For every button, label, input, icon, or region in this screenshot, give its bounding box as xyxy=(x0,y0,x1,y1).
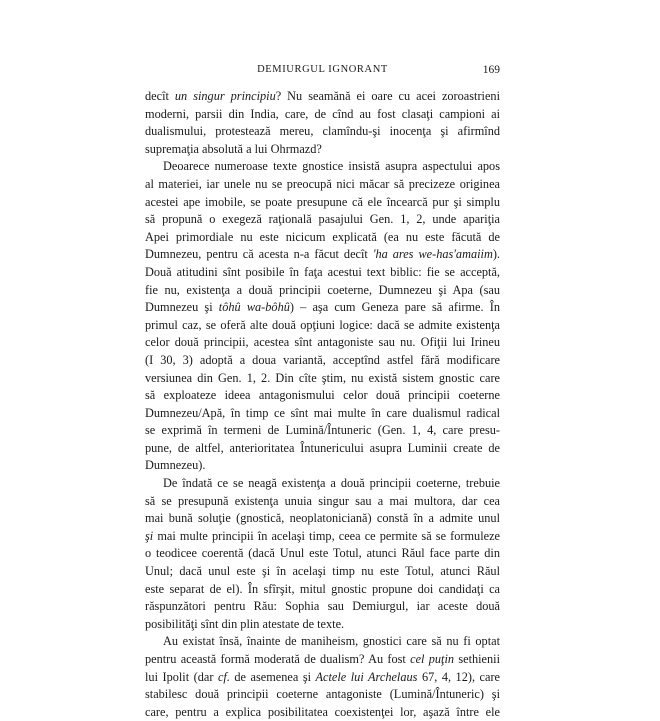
text-run: lui Ipolit (dar xyxy=(145,669,218,684)
text-line xyxy=(145,528,500,546)
text-line xyxy=(145,123,500,141)
text-line xyxy=(145,229,500,247)
text-run: ? Nu seamănă ei oare cu acei zoroastrieni xyxy=(275,89,500,103)
text-run: Două atitudini sînt posibile în faţa acestui text biblic: fie se acceptă, xyxy=(145,264,500,279)
text-run: Dumnezeu). xyxy=(145,458,206,473)
page-header xyxy=(145,64,500,78)
text-run: Dumnezeu şi xyxy=(145,300,219,315)
text-line xyxy=(145,510,500,528)
text-line xyxy=(145,352,500,370)
text-run: primul caz, se oferă alte două opţiuni logice: dacă se admite existenţa xyxy=(145,317,500,332)
italic-text: şi xyxy=(145,528,154,543)
text-run: să se presupună existenţa unuia singur sau a mai multora, dar cea xyxy=(145,493,500,508)
text-run: pune, de altfel, anterioritatea Întunericului asupra Luminii create de xyxy=(145,440,500,455)
text-line xyxy=(145,370,500,388)
text-line xyxy=(145,387,500,405)
text-line xyxy=(145,299,500,317)
text-line xyxy=(145,88,500,106)
text-run: 67, 4, 12), care xyxy=(417,669,500,684)
text-run: (I 30, 3) adoptă a doua variantă, acceptînd astfel fără modificare xyxy=(145,352,500,367)
text-run: al materiei, iar unele nu se preocupă nici măcar să precizeze originea xyxy=(145,176,500,191)
text-run: acestei ape imobile, se poate presupune că ele încearcă pur şi simplu xyxy=(145,194,500,209)
text-line xyxy=(145,633,500,651)
text-run: ). xyxy=(492,247,500,262)
text-run: Au existat însă, înainte de maniheism, gnostici care să nu fi optat xyxy=(163,634,500,649)
text-line xyxy=(145,211,500,229)
text-run: de asemenea şi xyxy=(229,669,316,684)
italic-text: cf. xyxy=(217,669,230,684)
text-run: fie nu, existenţa a două principii coeterne, Dumnezeu şi Apa (sau xyxy=(145,282,500,297)
text-run: De îndată ce se neagă existenţa a două principii coeterne, trebuie xyxy=(163,476,500,491)
text-run: posibilităţi sînt din plin atestate de texte. xyxy=(145,616,345,631)
text-line xyxy=(145,405,500,423)
text-run: Dumnezeu, pentru că acesta n-a făcut decît xyxy=(145,247,373,262)
text-run: răspunzători pentru Rău: Sophia sau Demiurgul, iar aceste două xyxy=(145,599,500,614)
page-number: 169 xyxy=(482,64,500,76)
text-run: Apei primordiale nu este nicicum explicată (ea nu este făcută de xyxy=(145,229,500,244)
text-line xyxy=(145,686,500,704)
text-line xyxy=(145,158,500,176)
text-run: dualismului, protestează mereu, clamîndu-şi inocenţa şi afirmînd xyxy=(145,124,500,139)
text-line xyxy=(145,704,500,721)
text-line xyxy=(145,598,500,616)
text-line xyxy=(145,616,500,634)
text-line xyxy=(145,194,500,212)
text-line xyxy=(145,563,500,581)
italic-text: 'ha ares we-has'amaiim xyxy=(372,247,493,262)
text-run: supremaţia absolută a lui Ohrmazd? xyxy=(145,141,322,156)
text-run: stabilesc două principii coeterne antagoniste (Lumină/Întuneric) şi xyxy=(145,687,500,702)
text-line xyxy=(145,669,500,687)
text-line xyxy=(145,581,500,599)
text-run: Dumnezeu/Apă, în timp ce sînt mai multe în care dualismul radical xyxy=(145,405,500,420)
text-run: se exprimă în termeni de Lumină/Întuneric (Gen. 1, 4, care presu- xyxy=(145,423,500,438)
text-run: să propună o exegeză raţională pasajului Gen. 1, 2, unde apariţia xyxy=(145,212,500,227)
body-text xyxy=(145,88,500,721)
text-line xyxy=(145,141,500,159)
text-run: decît xyxy=(145,89,175,103)
text-line xyxy=(145,334,500,352)
text-run: ) – aşa cum Geneza pare să afirme. În xyxy=(289,300,500,315)
italic-text: Actele lui Archelaus xyxy=(315,669,418,684)
text-line xyxy=(145,282,500,300)
text-run: celor două principii, acestea sînt antagoniste sau nu. Ofiţii lui Irineu xyxy=(145,335,500,350)
text-run: pentru această formă moderată de dualism? Au fost xyxy=(145,652,411,666)
running-title: DEMIURGUL IGNORANT xyxy=(257,64,388,75)
text-line xyxy=(145,545,500,563)
text-run: moderni, parsii din India, care, de cînd au fost clasaţi campioni ai xyxy=(145,106,500,121)
text-line xyxy=(145,493,500,511)
text-run: versiunea din Gen. 1, 2. Din cîte ştim, nu există sistem gnostic care xyxy=(145,370,500,385)
text-run: Unul; dacă unul este şi în acelaşi timp nu este Totul, atunci Răul xyxy=(145,564,500,579)
text-run: să exploateze ideea antagonismului celor două principii coeterne xyxy=(145,388,500,403)
text-run: sethienii xyxy=(454,652,500,666)
italic-text: un singur principiu xyxy=(174,89,276,103)
text-run: o teodicee coerentă (dacă Unul este Totul, atunci Răul face parte din xyxy=(145,546,500,561)
text-run: Deoarece numeroase texte gnostice insistă asupra aspectului apos xyxy=(163,159,500,174)
text-line xyxy=(145,422,500,440)
text-line xyxy=(145,246,500,264)
text-line xyxy=(145,475,500,493)
text-line xyxy=(145,176,500,194)
italic-text: cel puţin xyxy=(410,652,455,666)
text-run: care, pentru a explica posibilitatea coexistenţei lor, aşază între ele xyxy=(145,704,500,719)
text-line xyxy=(145,440,500,458)
text-line xyxy=(145,106,500,124)
text-run: este separat de el). În sfîrşit, mitul gnostic propune doi candidaţi ca xyxy=(145,581,500,596)
text-run: mai multe principii în acelaşi timp, ceea ce permite să se formuleze xyxy=(153,528,500,543)
text-line xyxy=(145,317,500,335)
text-run: mai bună soluţie (gnostică, neoplatoniciană) constă în a admite unul xyxy=(145,511,500,526)
italic-text: tôhû wa-bôhû xyxy=(218,300,290,315)
text-line xyxy=(145,457,500,475)
text-line xyxy=(145,264,500,282)
